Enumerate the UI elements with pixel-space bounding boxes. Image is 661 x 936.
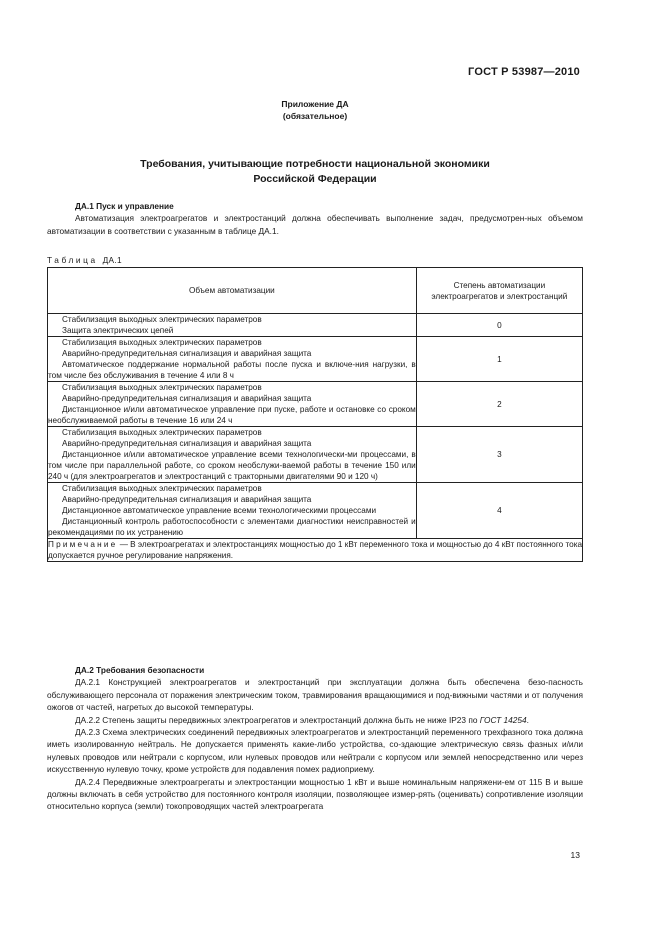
col-header-degree-line1: Степень автоматизации: [453, 280, 546, 290]
section-1-paragraph: Автоматизация электроагрегатов и электростанций должна обеспечивать выполнение задач, предусмотрен-ных объемом автоматизации в соответствии с указанным в таблице ДА.1.: [47, 213, 583, 236]
scope-line: Аварийно-предупредительная сигнализация и аварийная защита: [62, 394, 312, 403]
table-row: [48, 427, 583, 483]
section-2-p1: ДА.2.1 Конструкцией электроагрегатов и электростанций при эксплуатации должна быть обеспечена безо-пасность обслуживающего персонала от поражения электрическим током, травмирования вращающимися и под-вижными частями и от получения ожогов от частей, нагретых до высокой температуры.: [47, 677, 583, 713]
section-2-p4: ДА.2.4 Передвижные электроагрегаты и электростанции мощностью 1 кВт и выше номинальным напряжени-ем от 115 В и выше должны включать в себя устройство для постоянного контроля изоляции, позволяющее измеp-рять (оценивать) сопротивление изоляции относительно корпуса (земли) токопроводящих частей электроагрегата: [47, 776, 583, 812]
scope-line: Дистанционное и/или автоматическое управление всеми технологически-ми процессами, в том числе при параллельной работе, со сроком необслужи-ваемой работы в течение 150 или 240 ч (для электроагрегатов и электростанций с тракторными двигателями 90 и 120 ч): [48, 450, 416, 481]
table-cell-scope: [48, 382, 417, 427]
table-label-number: ДА.1: [102, 255, 122, 265]
main-title-line1: Требования, учитывающие потребности национальной экономики: [140, 158, 490, 170]
scope-line: Аварийно-предупредительная сигнализация и аварийная защита: [62, 349, 312, 358]
table-cell-degree: 0: [416, 314, 582, 337]
table-cell-scope: [48, 337, 417, 382]
annex-name: Приложение ДА: [281, 99, 349, 109]
main-title: [47, 157, 583, 187]
table-row: [48, 382, 583, 427]
section-2: [47, 664, 583, 813]
section-1-heading: ДА.1 Пуск и управление: [75, 201, 174, 211]
col-header-scope: Объем автоматизации: [48, 268, 417, 314]
table-cell-degree: 4: [416, 483, 582, 539]
scope-line: Дистанционное автоматическое управление всеми технологическими процессами: [62, 506, 377, 515]
table-cell-degree: 3: [416, 427, 582, 483]
scope-line: Аварийно-предупредительная сигнализация и аварийная защита: [62, 439, 312, 448]
table-note-row: [48, 539, 583, 562]
p2-text: ДА.2.2 Степень защиты передвижных электроагрегатов и электростанций должна быть не ниже IP23 по: [75, 714, 478, 725]
scope-line: Защита электрических цепей: [62, 326, 174, 335]
note-label: Примечание: [48, 540, 118, 549]
annex-status: (обязательное): [282, 111, 348, 121]
scope-line: Дистанционный контроль работоспособности с элементами диагностики неисправностей и рекомендациями по их устранению: [48, 517, 416, 537]
standard-code: ГОСТ Р 53987—2010: [468, 66, 580, 78]
table-row: [48, 483, 583, 539]
main-title-line2: Российской Федерации: [253, 173, 377, 185]
annex-title: [47, 98, 583, 122]
p2-end: .: [526, 714, 529, 725]
scope-line: Аварийно-предупредительная сигнализация и аварийная защита: [62, 495, 312, 504]
table-cell-degree: 2: [416, 382, 582, 427]
table-header-row: [48, 268, 583, 314]
table-cell-scope: [48, 483, 417, 539]
table-label-word: Таблица: [47, 255, 98, 265]
automation-table: [47, 267, 583, 562]
note-text: — В электроагрегатах и электростанциях мощностью до 1 кВт переменного тока и мощностью до 4 кВт постоянного тока допускается ручное регулирование напряжения.: [48, 540, 583, 560]
table-row: [48, 314, 583, 337]
table-label: [47, 255, 122, 265]
scope-line: Автоматическое поддержание нормальной работы после пуска и включе-ния нагрузки, в том числе без обслуживания в течение 4 или 8 ч: [48, 360, 416, 380]
col-header-degree: [416, 268, 582, 314]
scope-line: Стабилизация выходных электрических параметров: [62, 484, 262, 493]
table-cell-scope: [48, 427, 417, 483]
section-2-p3: ДА.2.3 Схема электрических соединений передвижных электроагрегатов и электростанций переменного трехфазного тока должна иметь изолированную нейтраль. Не допускается применять какие-либо устройства, со-здающие электрическую связь фазных и/или нулевых проводов или нейтрали с корпусом, или нулевых проводов или нейтрали с корпусом или землей непосредственно или через искусственную нулевую точку, кроме устройств для подавления помех радиоприему.: [47, 727, 583, 775]
table-note: [48, 539, 583, 562]
table-cell-degree: 1: [416, 337, 582, 382]
section-2-heading: ДА.2 Требования безопасности: [75, 665, 205, 675]
scope-line: Стабилизация выходных электрических параметров: [62, 428, 262, 437]
page-number: 13: [570, 850, 580, 860]
col-header-degree-line2: электроагрегатов и электростанций: [431, 291, 568, 301]
p2-reference: ГОСТ 14254: [479, 714, 527, 725]
scope-line: Стабилизация выходных электрических параметров: [62, 338, 262, 347]
scope-line: Дистанционное и/или автоматическое управление при пуске, работе и остановке со сроком необслуживаемой работы в течение 16 или 24 ч: [48, 405, 416, 425]
section-1: [47, 200, 583, 237]
table-row: [48, 337, 583, 382]
section-2-p2: [47, 714, 583, 726]
scope-line: Стабилизация выходных электрических параметров: [62, 315, 262, 324]
scope-line: Стабилизация выходных электрических параметров: [62, 383, 262, 392]
table-cell-scope: [48, 314, 417, 337]
